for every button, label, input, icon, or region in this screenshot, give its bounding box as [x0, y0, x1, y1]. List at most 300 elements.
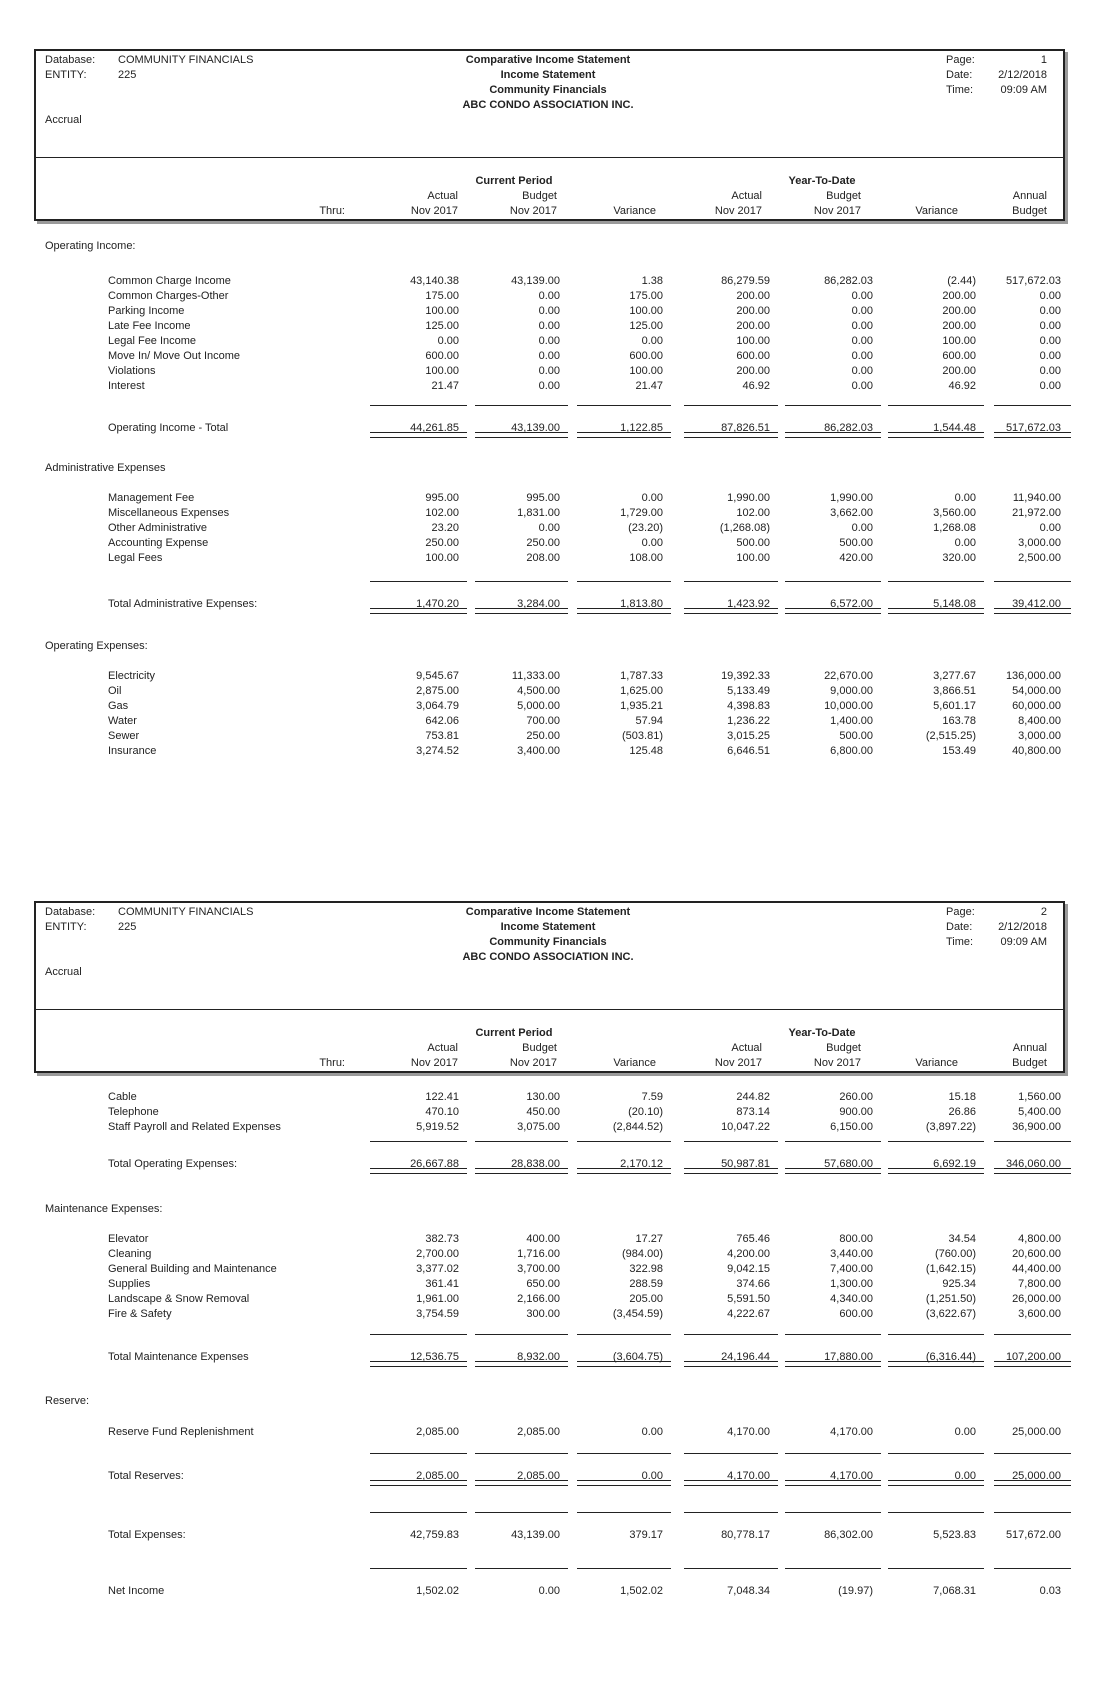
- rule-line: [370, 1568, 467, 1569]
- line-item-value: 11,333.00: [511, 670, 560, 682]
- rule-line: [684, 1141, 778, 1142]
- rule-line: [577, 1173, 671, 1174]
- database-value: COMMUNITY FINANCIALS: [118, 906, 254, 918]
- rule-line: [994, 613, 1071, 614]
- line-item-value: 43,140.38: [410, 275, 459, 287]
- rule-line: [684, 1366, 778, 1367]
- line-item-value: 100.00: [942, 335, 976, 347]
- total-row-value: 2,170.12: [620, 1158, 663, 1170]
- line-item-value: 800.00: [839, 1233, 873, 1245]
- rule-line: [577, 1512, 671, 1513]
- line-item-value: 600.00: [942, 350, 976, 362]
- rule-line: [370, 437, 467, 438]
- line-item-value: 0.00: [851, 305, 873, 317]
- line-item-value: 125.00: [425, 320, 459, 332]
- rule-line: [888, 405, 984, 406]
- line-item-value: 130.00: [526, 1091, 560, 1103]
- header-divider: [36, 1009, 1063, 1010]
- line-item-label: Electricity: [108, 670, 156, 682]
- section-title: Operating Expenses:: [45, 640, 148, 652]
- rule-line: [785, 1334, 881, 1335]
- rule-line: [475, 1366, 568, 1367]
- rule-line: [684, 1361, 778, 1362]
- database-label: Database:: [45, 54, 96, 66]
- rule-line: [684, 1168, 778, 1169]
- line-item-label: Legal Fee Income: [108, 335, 197, 347]
- line-item-value: 175.00: [629, 290, 663, 302]
- line-item-value: 5,133.49: [727, 685, 770, 697]
- date-label: Date:: [946, 69, 973, 81]
- col-ytd-budget: Budget: [826, 1042, 861, 1054]
- line-item-value: 1,625.00: [620, 685, 663, 697]
- rule-line: [785, 613, 881, 614]
- line-item-value: 2,085.00: [517, 1426, 560, 1438]
- line-item-value: 0.00: [1039, 320, 1061, 332]
- rule-line: [785, 1512, 881, 1513]
- rule-line: [577, 581, 671, 582]
- total-row-value: 26,667.88: [410, 1158, 459, 1170]
- rule-line: [785, 1141, 881, 1142]
- rule-line: [994, 1453, 1071, 1454]
- line-item-value: 0.00: [954, 537, 976, 549]
- rule-line: [994, 1168, 1071, 1169]
- line-item-value: (3,454.59): [612, 1308, 663, 1320]
- entity-value: 225: [118, 69, 137, 81]
- rule-line: [577, 1366, 671, 1367]
- line-item-value: 102.00: [425, 507, 459, 519]
- rule-line: [785, 1173, 881, 1174]
- total-row-value: 24,196.44: [721, 1351, 770, 1363]
- rule-line: [684, 1485, 778, 1486]
- total-row-value: 5,523.83: [933, 1529, 976, 1541]
- line-item-value: 1,935.21: [620, 700, 663, 712]
- line-item-value: 86,279.59: [721, 275, 770, 287]
- col-ytd-variance: Variance: [915, 1057, 958, 1069]
- line-item-value: 25,000.00: [1012, 1426, 1061, 1438]
- total-row-value: 87,826.51: [721, 422, 770, 434]
- line-item-value: 420.00: [839, 552, 873, 564]
- rule-line: [577, 1361, 671, 1362]
- line-item-value: 5,919.52: [416, 1121, 459, 1133]
- line-item-value: 100.00: [629, 365, 663, 377]
- total-row-label: Net Income: [108, 1585, 165, 1597]
- rule-line: [684, 1173, 778, 1174]
- total-row-value: 379.17: [629, 1529, 663, 1541]
- total-row-value: 43,139.00: [511, 1529, 560, 1541]
- line-item-value: 100.00: [425, 305, 459, 317]
- page-label: Page:: [946, 906, 975, 918]
- line-item-value: 40,800.00: [1012, 745, 1061, 757]
- rule-line: [785, 405, 881, 406]
- total-row-value: 346,060.00: [1005, 1158, 1061, 1170]
- rule-line: [370, 1168, 467, 1169]
- line-item-value: 1,831.00: [517, 507, 560, 519]
- group-year-to-date: Year-To-Date: [788, 175, 856, 187]
- line-item-value: 0.00: [1039, 522, 1061, 534]
- line-item-value: 7,400.00: [830, 1263, 873, 1275]
- line-item-value: 995.00: [425, 492, 459, 504]
- line-item-value: 0.00: [538, 335, 560, 347]
- line-item-value: 3,600.00: [1018, 1308, 1061, 1320]
- line-item-value: 0.00: [538, 320, 560, 332]
- rule-line: [577, 608, 671, 609]
- rule-line: [994, 437, 1071, 438]
- section-title: Operating Income:: [45, 240, 136, 252]
- rule-line: [475, 432, 568, 433]
- line-item-label: Telephone: [108, 1106, 159, 1118]
- rule-line: [370, 1173, 467, 1174]
- page-label: Page:: [946, 54, 975, 66]
- total-row-value: 1,544.48: [933, 422, 976, 434]
- entity-value: 225: [118, 921, 137, 933]
- total-row-value: 17,880.00: [824, 1351, 873, 1363]
- line-item-value: 125.48: [629, 745, 663, 757]
- line-item-value: 0.00: [641, 537, 663, 549]
- rule-line: [475, 1485, 568, 1486]
- line-item-value: 0.00: [641, 1426, 663, 1438]
- line-item-value: 10,000.00: [824, 700, 873, 712]
- line-item-value: 3,662.00: [830, 507, 873, 519]
- rule-line: [370, 1512, 467, 1513]
- line-item-value: 15.18: [948, 1091, 976, 1103]
- rule-line: [785, 1453, 881, 1454]
- line-item-value: (984.00): [622, 1248, 663, 1260]
- line-item-value: 4,398.83: [727, 700, 770, 712]
- line-item-value: 200.00: [736, 320, 770, 332]
- line-item-label: Late Fee Income: [108, 320, 191, 332]
- rule-line: [785, 1168, 881, 1169]
- rule-line: [370, 1480, 467, 1481]
- line-item-value: 0.00: [437, 335, 459, 347]
- rule-line: [577, 1485, 671, 1486]
- rule-line: [888, 1485, 984, 1486]
- rule-line: [994, 581, 1071, 582]
- total-row-value: 42,759.83: [410, 1529, 459, 1541]
- total-row-value: 44,261.85: [410, 422, 459, 434]
- report-title-line: Community Financials: [489, 936, 607, 948]
- rule-line: [888, 432, 984, 433]
- basis-label: Accrual: [45, 966, 82, 978]
- line-item-value: 700.00: [526, 715, 560, 727]
- line-item-label: Cable: [108, 1091, 137, 1103]
- line-item-value: (760.00): [935, 1248, 976, 1260]
- line-item-value: 100.00: [425, 552, 459, 564]
- rule-line: [994, 1334, 1071, 1335]
- line-item-value: 1,300.00: [830, 1278, 873, 1290]
- rule-line: [994, 405, 1071, 406]
- line-item-value: 1,961.00: [416, 1293, 459, 1305]
- rule-line: [577, 437, 671, 438]
- rule-line: [370, 1334, 467, 1335]
- rule-line: [370, 581, 467, 582]
- rule-line: [577, 1168, 671, 1169]
- line-item-value: 200.00: [942, 305, 976, 317]
- line-item-value: 7,800.00: [1018, 1278, 1061, 1290]
- line-item-value: 0.00: [538, 365, 560, 377]
- rule-line: [888, 613, 984, 614]
- total-row-value: 2,085.00: [517, 1470, 560, 1482]
- rule-line: [684, 432, 778, 433]
- rule-line: [475, 405, 568, 406]
- line-item-value: 60,000.00: [1012, 700, 1061, 712]
- line-item-value: 200.00: [736, 365, 770, 377]
- rule-line: [888, 1141, 984, 1142]
- rule-line: [370, 1141, 467, 1142]
- line-item-value: 3,560.00: [933, 507, 976, 519]
- rule-line: [888, 1361, 984, 1362]
- line-item-value: 900.00: [839, 1106, 873, 1118]
- line-item-value: 260.00: [839, 1091, 873, 1103]
- line-item-value: 1,716.00: [517, 1248, 560, 1260]
- rule-line: [888, 1512, 984, 1513]
- line-item-value: 925.34: [942, 1278, 976, 1290]
- time-value: 09:09 AM: [1000, 936, 1047, 948]
- line-item-value: (2.44): [947, 275, 976, 287]
- line-item-value: 0.00: [1039, 365, 1061, 377]
- line-item-label: Staff Payroll and Related Expenses: [108, 1121, 281, 1133]
- line-item-value: 4,200.00: [727, 1248, 770, 1260]
- line-item-value: 1.38: [641, 275, 663, 287]
- line-item-value: (1,251.50): [925, 1293, 976, 1305]
- line-item-value: 0.00: [851, 522, 873, 534]
- total-row-value: 1,470.20: [416, 598, 459, 610]
- line-item-label: Parking Income: [108, 305, 185, 317]
- entity-label: ENTITY:: [45, 921, 87, 933]
- line-item-value: 382.73: [425, 1233, 459, 1245]
- line-item-value: 2,085.00: [416, 1426, 459, 1438]
- line-item-value: 4,800.00: [1018, 1233, 1061, 1245]
- col-variance: Variance: [613, 1057, 656, 1069]
- col-ytd-variance: Variance: [915, 205, 958, 217]
- line-item-value: 3,700.00: [517, 1263, 560, 1275]
- database-value: COMMUNITY FINANCIALS: [118, 54, 254, 66]
- page-number: 1: [1040, 54, 1047, 66]
- line-item-value: 4,170.00: [830, 1426, 873, 1438]
- line-item-value: 21.47: [431, 380, 459, 392]
- line-item-value: (2,844.52): [612, 1121, 663, 1133]
- line-item-label: Gas: [108, 700, 129, 712]
- rule-line: [888, 1168, 984, 1169]
- line-item-value: 26.86: [948, 1106, 976, 1118]
- rule-line: [577, 1334, 671, 1335]
- total-row-value: (6,316.44): [925, 1351, 976, 1363]
- col-ytd-actual-period: Nov 2017: [714, 205, 762, 217]
- report-title-line: Comparative Income Statement: [465, 906, 631, 918]
- line-item-value: 36,900.00: [1012, 1121, 1061, 1133]
- line-item-value: 320.00: [942, 552, 976, 564]
- line-item-value: 20,600.00: [1012, 1248, 1061, 1260]
- line-item-value: 108.00: [629, 552, 663, 564]
- line-item-value: 600.00: [839, 1308, 873, 1320]
- rule-line: [684, 1334, 778, 1335]
- line-item-value: 3,015.25: [727, 730, 770, 742]
- line-item-value: 4,170.00: [727, 1426, 770, 1438]
- col-ytd-actual-period: Nov 2017: [714, 1057, 762, 1069]
- line-item-value: 208.00: [526, 552, 560, 564]
- line-item-value: 3,440.00: [830, 1248, 873, 1260]
- rule-line: [577, 1141, 671, 1142]
- line-item-value: 122.41: [425, 1091, 459, 1103]
- rule-line: [370, 1361, 467, 1362]
- line-item-label: Accounting Expense: [108, 537, 209, 549]
- line-item-value: 1,990.00: [830, 492, 873, 504]
- time-label: Time:: [946, 936, 974, 948]
- line-item-value: 3,400.00: [517, 745, 560, 757]
- line-item-value: (3,897.22): [925, 1121, 976, 1133]
- section-title: Maintenance Expenses:: [45, 1203, 163, 1215]
- line-item-value: 650.00: [526, 1278, 560, 1290]
- line-item-value: 250.00: [526, 730, 560, 742]
- group-current-period: Current Period: [475, 175, 553, 187]
- line-item-value: 0.00: [538, 350, 560, 362]
- report-title-line: ABC CONDO ASSOCIATION INC.: [462, 951, 634, 963]
- line-item-value: 3,000.00: [1018, 730, 1061, 742]
- rule-line: [475, 437, 568, 438]
- total-row-label: Total Expenses:: [108, 1529, 186, 1541]
- rule-line: [785, 608, 881, 609]
- total-row-value: 7,048.34: [727, 1585, 770, 1597]
- page-number: 2: [1040, 906, 1047, 918]
- col-budget: Budget: [522, 190, 557, 202]
- report-title-line: ABC CONDO ASSOCIATION INC.: [462, 99, 634, 111]
- rule-line: [475, 608, 568, 609]
- line-item-label: Oil: [108, 685, 122, 697]
- line-item-value: 9,042.15: [727, 1263, 770, 1275]
- line-item-label: Water: [108, 715, 137, 727]
- total-row-value: 0.00: [641, 1470, 663, 1482]
- line-item-value: 136,000.00: [1005, 670, 1061, 682]
- line-item-value: 0.00: [538, 305, 560, 317]
- rule-line: [994, 1485, 1071, 1486]
- line-item-value: 600.00: [425, 350, 459, 362]
- line-item-value: 5,400.00: [1018, 1106, 1061, 1118]
- line-item-value: 5,591.50: [727, 1293, 770, 1305]
- line-item-value: (20.10): [628, 1106, 663, 1118]
- total-row-value: 1,122.85: [620, 422, 663, 434]
- rule-line: [994, 1366, 1071, 1367]
- total-row-value: 8,932.00: [517, 1351, 560, 1363]
- line-item-value: 57.94: [635, 715, 663, 727]
- line-item-value: 450.00: [526, 1106, 560, 1118]
- line-item-label: Sewer: [108, 730, 140, 742]
- col-ytd-budget: Budget: [826, 190, 861, 202]
- line-item-label: Elevator: [108, 1233, 149, 1245]
- line-item-value: 1,729.00: [620, 507, 663, 519]
- rule-line: [577, 613, 671, 614]
- line-item-value: 205.00: [629, 1293, 663, 1305]
- line-item-value: 34.54: [948, 1233, 976, 1245]
- total-row-value: 517,672.03: [1005, 422, 1061, 434]
- line-item-value: 5,601.17: [933, 700, 976, 712]
- col-ytd-actual: Actual: [731, 1042, 762, 1054]
- col-ytd-budget-period: Nov 2017: [813, 1057, 861, 1069]
- rule-line: [475, 581, 568, 582]
- total-row-value: 1,423.92: [727, 598, 770, 610]
- line-item-value: 100.00: [629, 305, 663, 317]
- line-item-label: Supplies: [108, 1278, 151, 1290]
- total-row-label: Total Operating Expenses:: [108, 1158, 238, 1170]
- line-item-value: 0.00: [851, 380, 873, 392]
- line-item-value: 300.00: [526, 1308, 560, 1320]
- rule-line: [370, 608, 467, 609]
- col-ytd-actual: Actual: [731, 190, 762, 202]
- total-row-value: 107,200.00: [1005, 1351, 1061, 1363]
- line-item-value: 22,670.00: [824, 670, 873, 682]
- thru-label: Thru:: [319, 205, 345, 217]
- line-item-value: (1,268.08): [719, 522, 770, 534]
- line-item-value: 374.66: [736, 1278, 770, 1290]
- rule-line: [577, 432, 671, 433]
- line-item-label: Insurance: [108, 745, 157, 757]
- line-item-value: 9,000.00: [830, 685, 873, 697]
- line-item-label: Other Administrative: [108, 522, 208, 534]
- total-row-value: 1,813.80: [620, 598, 663, 610]
- line-item-value: 0.00: [851, 350, 873, 362]
- line-item-value: 153.49: [942, 745, 976, 757]
- col-ytd-budget-period: Nov 2017: [813, 205, 861, 217]
- group-current-period: Current Period: [475, 1027, 553, 1039]
- line-item-value: 3,000.00: [1018, 537, 1061, 549]
- rule-line: [785, 1485, 881, 1486]
- line-item-value: 600.00: [629, 350, 663, 362]
- rule-line: [475, 1512, 568, 1513]
- rule-line: [888, 1173, 984, 1174]
- total-row-value: 4,170.00: [727, 1470, 770, 1482]
- line-item-value: 500.00: [839, 730, 873, 742]
- line-item-label: Interest: [108, 380, 145, 392]
- thru-label: Thru:: [319, 1057, 345, 1069]
- line-item-value: (23.20): [628, 522, 663, 534]
- rule-line: [475, 1173, 568, 1174]
- line-item-label: Legal Fees: [108, 552, 163, 564]
- total-row-label: Total Administrative Expenses:: [108, 598, 258, 610]
- line-item-value: 642.06: [425, 715, 459, 727]
- total-row-value: 6,692.19: [933, 1158, 976, 1170]
- line-item-value: 46.92: [948, 380, 976, 392]
- total-row-value: 0.00: [538, 1585, 560, 1597]
- line-item-label: Reserve Fund Replenishment: [108, 1426, 254, 1438]
- line-item-value: 0.00: [1039, 290, 1061, 302]
- entity-label: ENTITY:: [45, 69, 87, 81]
- line-item-value: 0.00: [851, 290, 873, 302]
- line-item-value: 44,400.00: [1012, 1263, 1061, 1275]
- line-item-value: 0.00: [641, 492, 663, 504]
- col-actual: Actual: [427, 1042, 458, 1054]
- rule-line: [994, 1361, 1071, 1362]
- rule-line: [785, 1361, 881, 1362]
- line-item-value: 43,139.00: [511, 275, 560, 287]
- rule-line: [888, 437, 984, 438]
- header-divider: [36, 157, 1063, 158]
- line-item-value: 7.59: [641, 1091, 663, 1103]
- line-item-value: 0.00: [1039, 305, 1061, 317]
- line-item-value: 125.00: [629, 320, 663, 332]
- rule-line: [370, 405, 467, 406]
- rule-line: [888, 1480, 984, 1481]
- rule-line: [370, 1453, 467, 1454]
- line-item-value: 288.59: [629, 1278, 663, 1290]
- total-row-value: 7,068.31: [933, 1585, 976, 1597]
- line-item-value: 11,940.00: [1012, 492, 1061, 504]
- col-variance: Variance: [613, 205, 656, 217]
- time-value: 09:09 AM: [1000, 84, 1047, 96]
- total-row-value: 2,085.00: [416, 1470, 459, 1482]
- line-item-value: 3,075.00: [517, 1121, 560, 1133]
- line-item-value: 500.00: [839, 537, 873, 549]
- line-item-value: 995.00: [526, 492, 560, 504]
- rule-line: [475, 613, 568, 614]
- rule-line: [475, 1480, 568, 1481]
